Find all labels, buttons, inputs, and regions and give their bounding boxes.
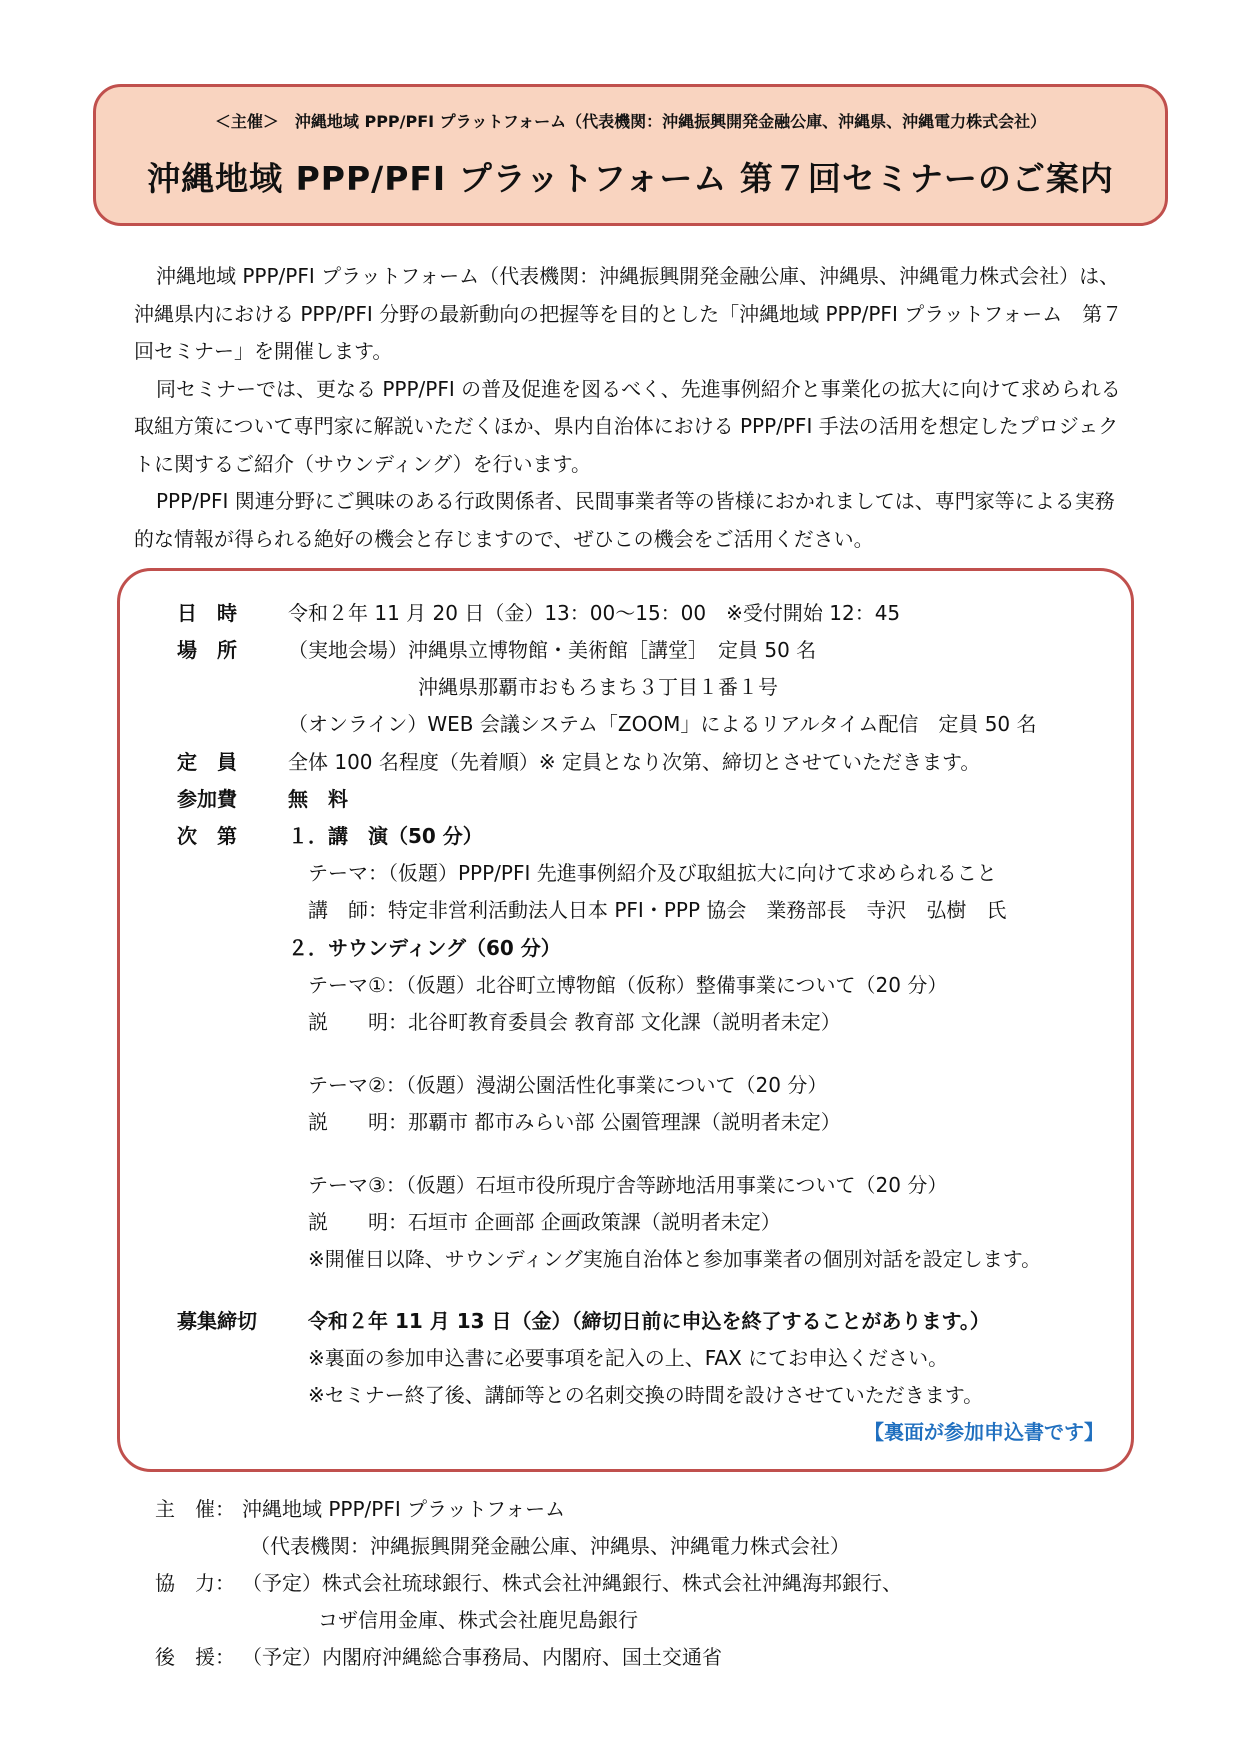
sounding-heading: ２．サウンディング（60 分） — [288, 936, 561, 960]
intro-text — [134, 258, 1130, 558]
place-label: 場 所 — [177, 638, 237, 662]
capacity-value: 全体 100 名程度（先着順）※ 定員となり次第、締切とさせていただきます。 — [288, 750, 981, 774]
sounding-theme-3: テーマ③：（仮題）石垣市役所現庁舎等跡地活用事業について（20 分） — [308, 1173, 948, 1197]
sounding-note: ※開催日以降、サウンディング実施自治体と参加事業者の個別対話を設定します。 — [308, 1247, 1042, 1271]
lecture-heading: １．講 演（50 分） — [288, 824, 483, 848]
intro-paragraph-2: 同セミナーでは、更なる PPP/PFI の普及促進を図るべく、先進事例紹介と事業化の拡大に向けて求められる取組方策について専門家に解説いただくほか、県内自治体における PPP/PFI 手法の活用を想定したプロジェクトに関するご紹介（サウンディング）を行います。 — [134, 376, 1121, 476]
datetime-value: 令和２年 11 月 20 日（金）13：00～15：00 ※受付開始 12：45 — [288, 601, 901, 625]
sounding-theme-2: テーマ②：（仮題）漫湖公園活性化事業について（20 分） — [308, 1073, 828, 1097]
sounding-theme-3-desc: 説 明：石垣市 企画部 企画政策課（説明者未定） — [308, 1210, 781, 1234]
host-sub: （代表機関：沖縄振興開発金融公庫、沖縄県、沖縄電力株式会社） — [250, 1534, 850, 1558]
fee-label: 参加費 — [177, 787, 237, 811]
cooperation-sub: コザ信用金庫、株式会社鹿児島銀行 — [318, 1608, 638, 1632]
host-value: 沖縄地域 PPP/PFI プラットフォーム — [242, 1497, 566, 1521]
place-online: （オンライン）WEB 会議システム「ZOOM」によるリアルタイム配信 定員 50 名 — [288, 712, 1037, 736]
place-address: 沖縄県那覇市おもろまち３丁目１番１号 — [418, 675, 778, 699]
support-value: （予定）内閣府沖縄総合事務局、内閣府、国土交通省 — [242, 1645, 722, 1669]
lecture-speaker: 講 師：特定非営利活動法人日本 PFI・PPP 協会 業務部長 寺沢 弘樹 氏 — [308, 898, 1007, 922]
application-note: ※裏面の参加申込書に必要事項を記入の上、FAX にてお申込ください。 — [308, 1346, 949, 1370]
sounding-theme-1-desc: 説 明：北谷町教育委員会 教育部 文化課（説明者未定） — [308, 1010, 841, 1034]
program-label: 次 第 — [177, 824, 237, 848]
deadline-label: 募集締切 — [177, 1309, 257, 1333]
back-page-note: 【裏面が参加申込書です】 — [864, 1420, 1104, 1444]
lecture-theme: テーマ：（仮題）PPP/PFI 先進事例紹介及び取組拡大に向けて求められること — [308, 861, 997, 885]
host-label: 主 催： — [155, 1497, 235, 1521]
intro-paragraph-1: 沖縄地域 PPP/PFI プラットフォーム（代表機関：沖縄振興開発金融公庫、沖縄県、沖縄電力株式会社）は、沖縄県内における PPP/PFI 分野の最新動向の把握等を目的とした「沖縄地域 PPP/PFI プラットフォーム 第７回セミナー」を開催します。 — [134, 264, 1123, 363]
organizer-line: ＜主催＞ 沖縄地域 PPP/PFI プラットフォーム（代表機関：沖縄振興開発金融公庫、沖縄県、沖縄電力株式会社） — [214, 112, 1047, 131]
capacity-label: 定 員 — [177, 750, 237, 774]
cooperation-label: 協 力： — [155, 1571, 235, 1595]
networking-note: ※セミナー終了後、講師等との名刺交換の時間を設けさせていただきます。 — [308, 1383, 984, 1407]
fee-value: 無 料 — [288, 787, 348, 811]
place-venue: （実地会場）沖縄県立博物館・美術館［講堂］ 定員 50 名 — [288, 638, 817, 662]
sounding-theme-1: テーマ①：（仮題）北谷町立博物館（仮称）整備事業について（20 分） — [308, 973, 948, 997]
support-label: 後 援： — [155, 1645, 235, 1669]
intro-paragraph-3: PPP/PFI 関連分野にご興味のある行政関係者、民間事業者等の皆様におかれましては、専門家等による実務的な情報が得られる絶好の機会と存じますので、ぜひこの機会をご活用ください。 — [134, 489, 1115, 551]
sounding-theme-2-desc: 説 明：那覇市 都市みらい部 公園管理課（説明者未定） — [308, 1110, 841, 1134]
header-box — [93, 84, 1168, 226]
cooperation-value: （予定）株式会社琉球銀行、株式会社沖縄銀行、株式会社沖縄海邦銀行、 — [242, 1571, 902, 1595]
deadline-value: 令和２年 11 月 13 日（金）（締切日前に申込を終了することがあります。） — [308, 1309, 990, 1333]
page-title: 沖縄地域 PPP/PFI プラットフォーム 第７回セミナーのご案内 — [147, 159, 1114, 198]
datetime-label: 日 時 — [177, 601, 237, 625]
